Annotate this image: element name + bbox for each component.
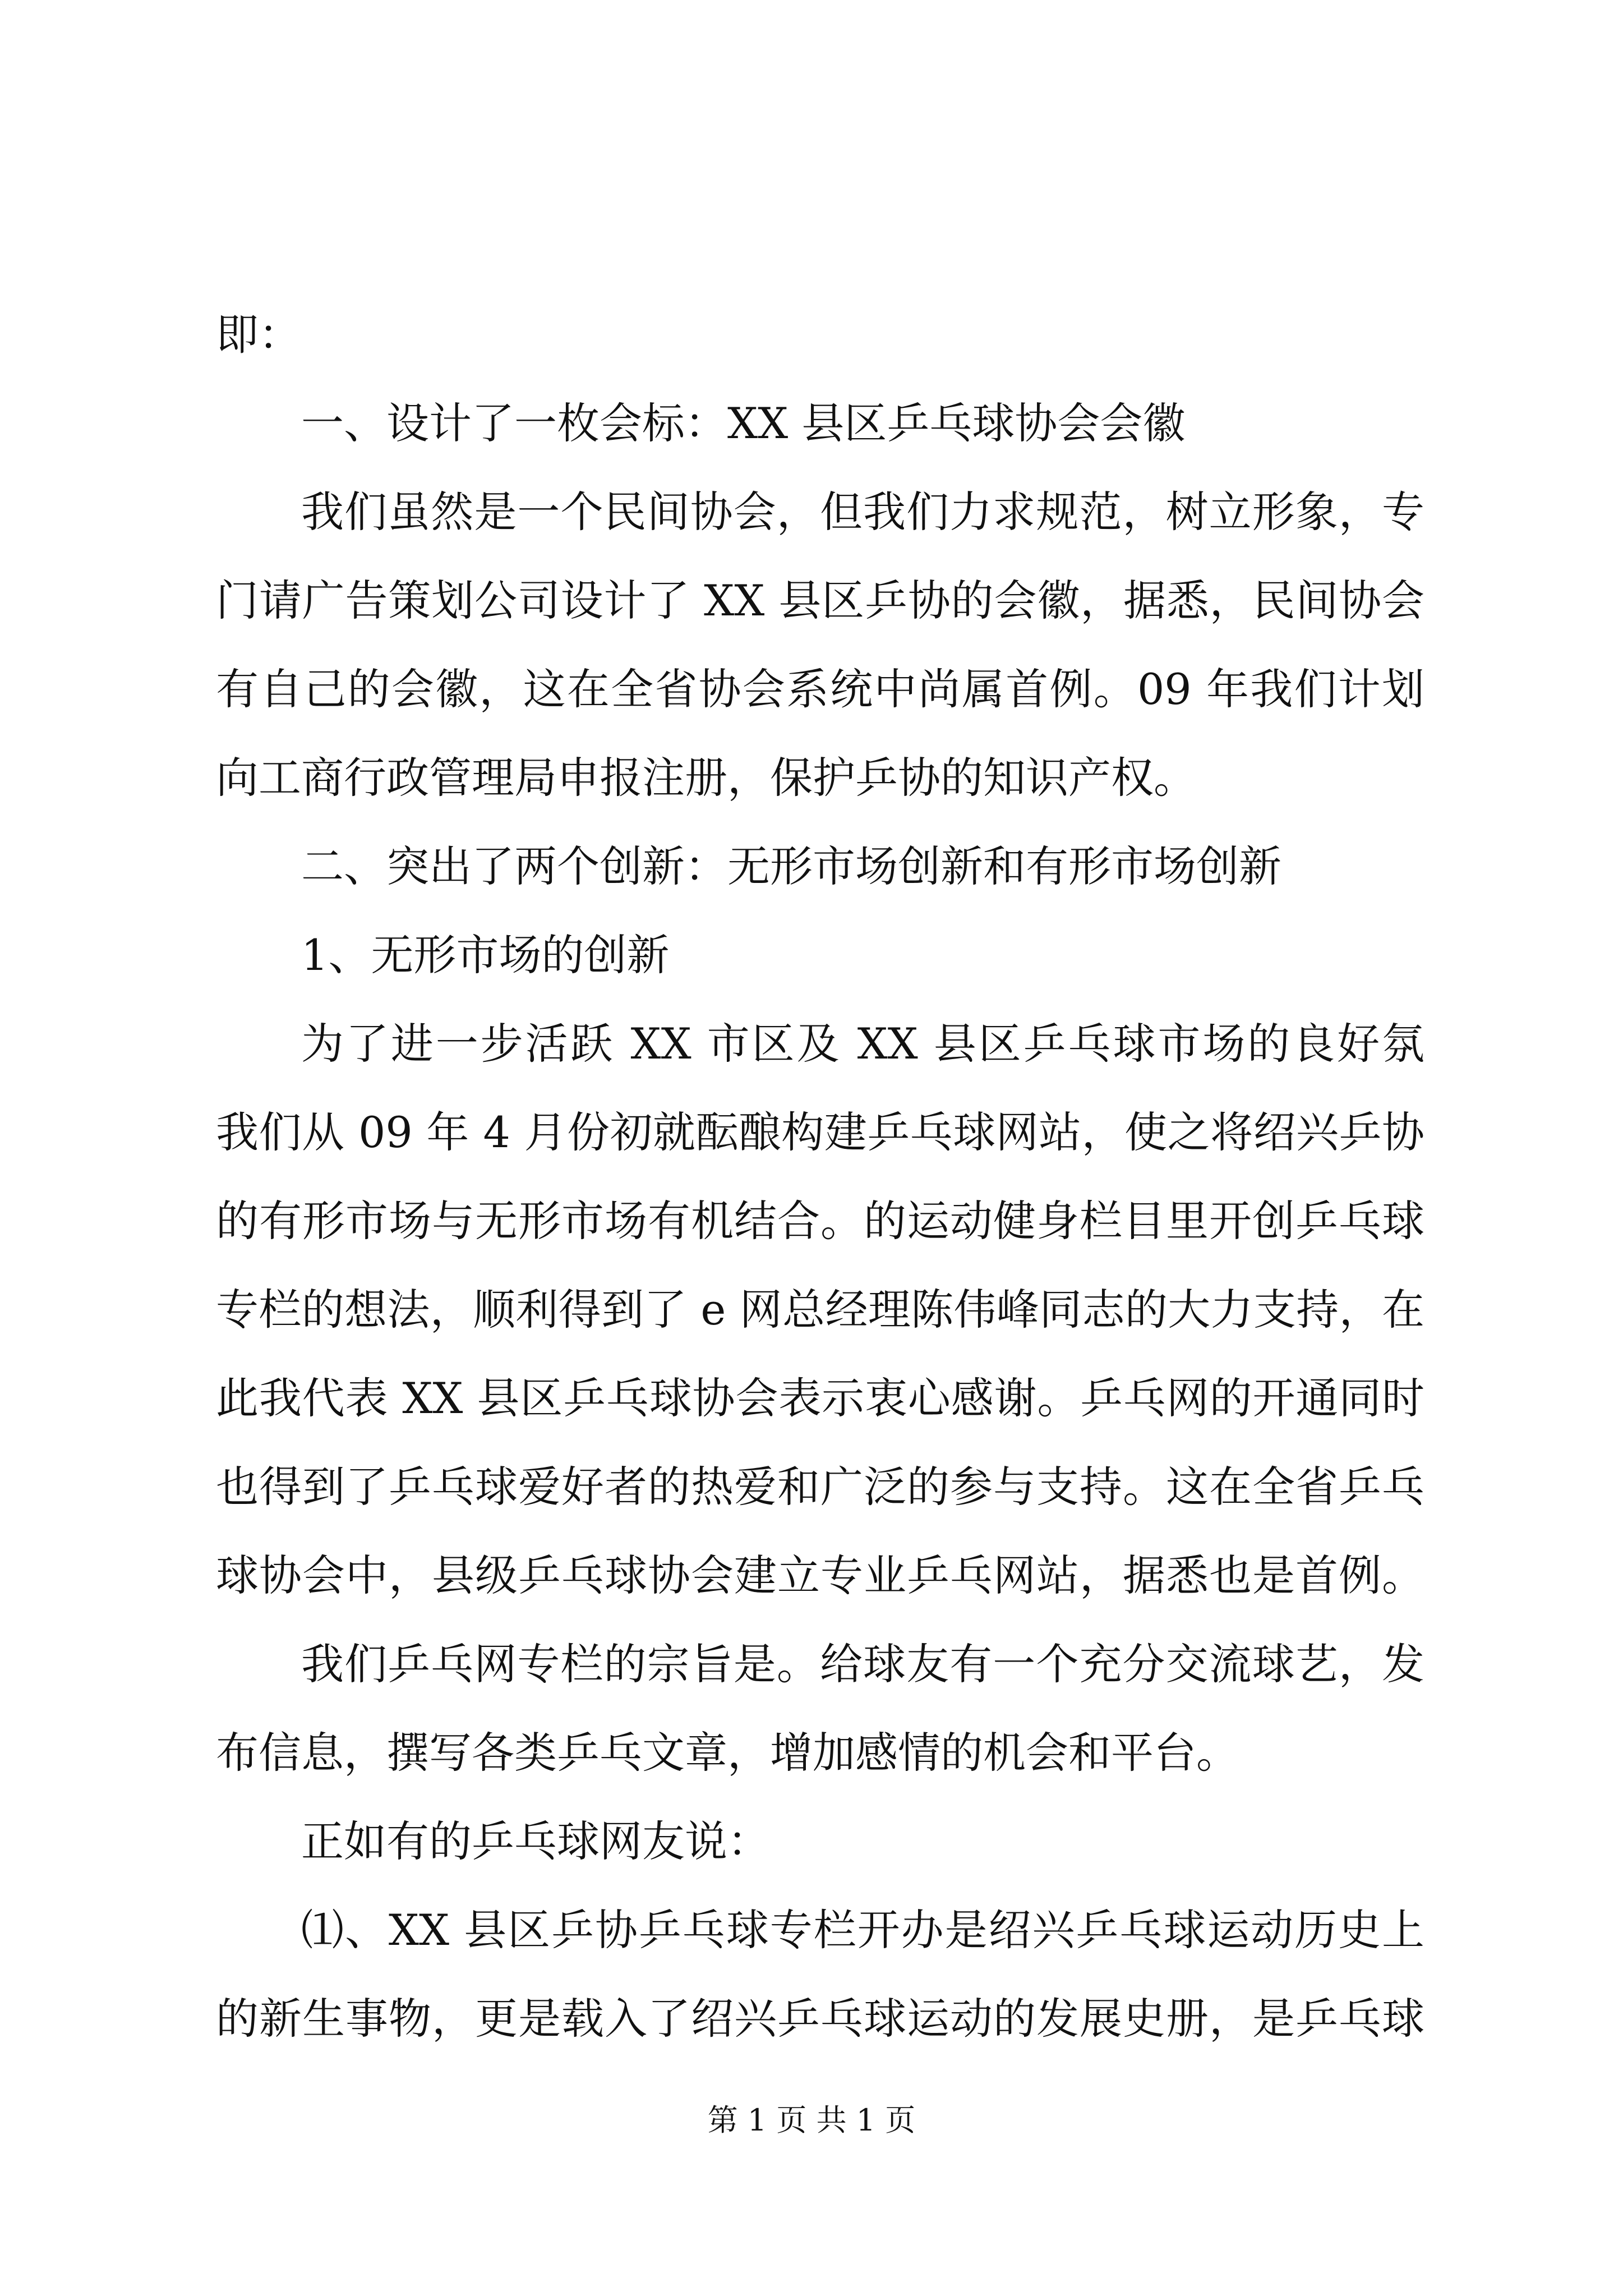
text-line: 布信息，撰写各类乒乓文章，增加感情的机会和平台。 bbox=[216, 1728, 1239, 1778]
text-line: 门请广告策划公司设计了 XX 县区乒协的会徽，据悉，民间协会 bbox=[216, 576, 1424, 625]
text-line: 的有形市场与无形市场有机结合。的运动健身栏目里开创乒乓球 bbox=[216, 1196, 1424, 1246]
text-line: 有自己的会徽，这在全省协会系统中尚属首例。09 年我们计划 bbox=[216, 664, 1424, 714]
text-line: 1、无形市场的创新 bbox=[301, 930, 670, 980]
text-line: 球协会中，县级乒乓球协会建立专业乒乓网站，据悉也是首例。 bbox=[216, 1550, 1424, 1600]
body-text bbox=[216, 291, 1424, 2063]
text-line: 正如有的乒乓球网友说： bbox=[301, 1816, 770, 1866]
text-line: 向工商行政管理局申报注册，保护乒协的知识产权。 bbox=[216, 753, 1196, 803]
text-line: 为了进一步活跃 XX 市区及 XX 县区乒乓球市场的良好氛 bbox=[301, 1019, 1424, 1069]
text-line: 我们乒乓网专栏的宗旨是。给球友有一个充分交流球艺，发 bbox=[301, 1639, 1424, 1689]
page-footer: 第 1 页 共 1 页 bbox=[707, 2102, 916, 2138]
text-line: 即： bbox=[216, 310, 301, 360]
text-line: 我们从 09 年 4 月份初就酝酿构建乒乓球网站，使之将绍兴乒协 bbox=[216, 1107, 1424, 1157]
text-line: 一、设计了一枚会标：XX 县区乒乓球协会会徽 bbox=[301, 398, 1186, 448]
text-line: 二、突出了两个创新：无形市场创新和有形市场创新 bbox=[301, 841, 1281, 891]
text-line: ⑴、XX 县区乒协乒乓球专栏开办是绍兴乒乓球运动历史上 bbox=[301, 1905, 1424, 1955]
text-line: 也得到了乒乓球爱好者的热爱和广泛的参与支持。这在全省乒乓 bbox=[216, 1462, 1424, 1512]
text-line: 的新生事物，更是载入了绍兴乒乓球运动的发展史册，是乒乓球 bbox=[216, 1994, 1424, 2044]
text-line: 专栏的想法，顺利得到了 e 网总经理陈伟峰同志的大力支持，在 bbox=[216, 1285, 1424, 1335]
text-line: 此我代表 XX 县区乒乓球协会表示衷心感谢。乒乓网的开通同时 bbox=[216, 1373, 1424, 1423]
text-line: 我们虽然是一个民间协会，但我们力求规范，树立形象，专 bbox=[301, 487, 1424, 537]
